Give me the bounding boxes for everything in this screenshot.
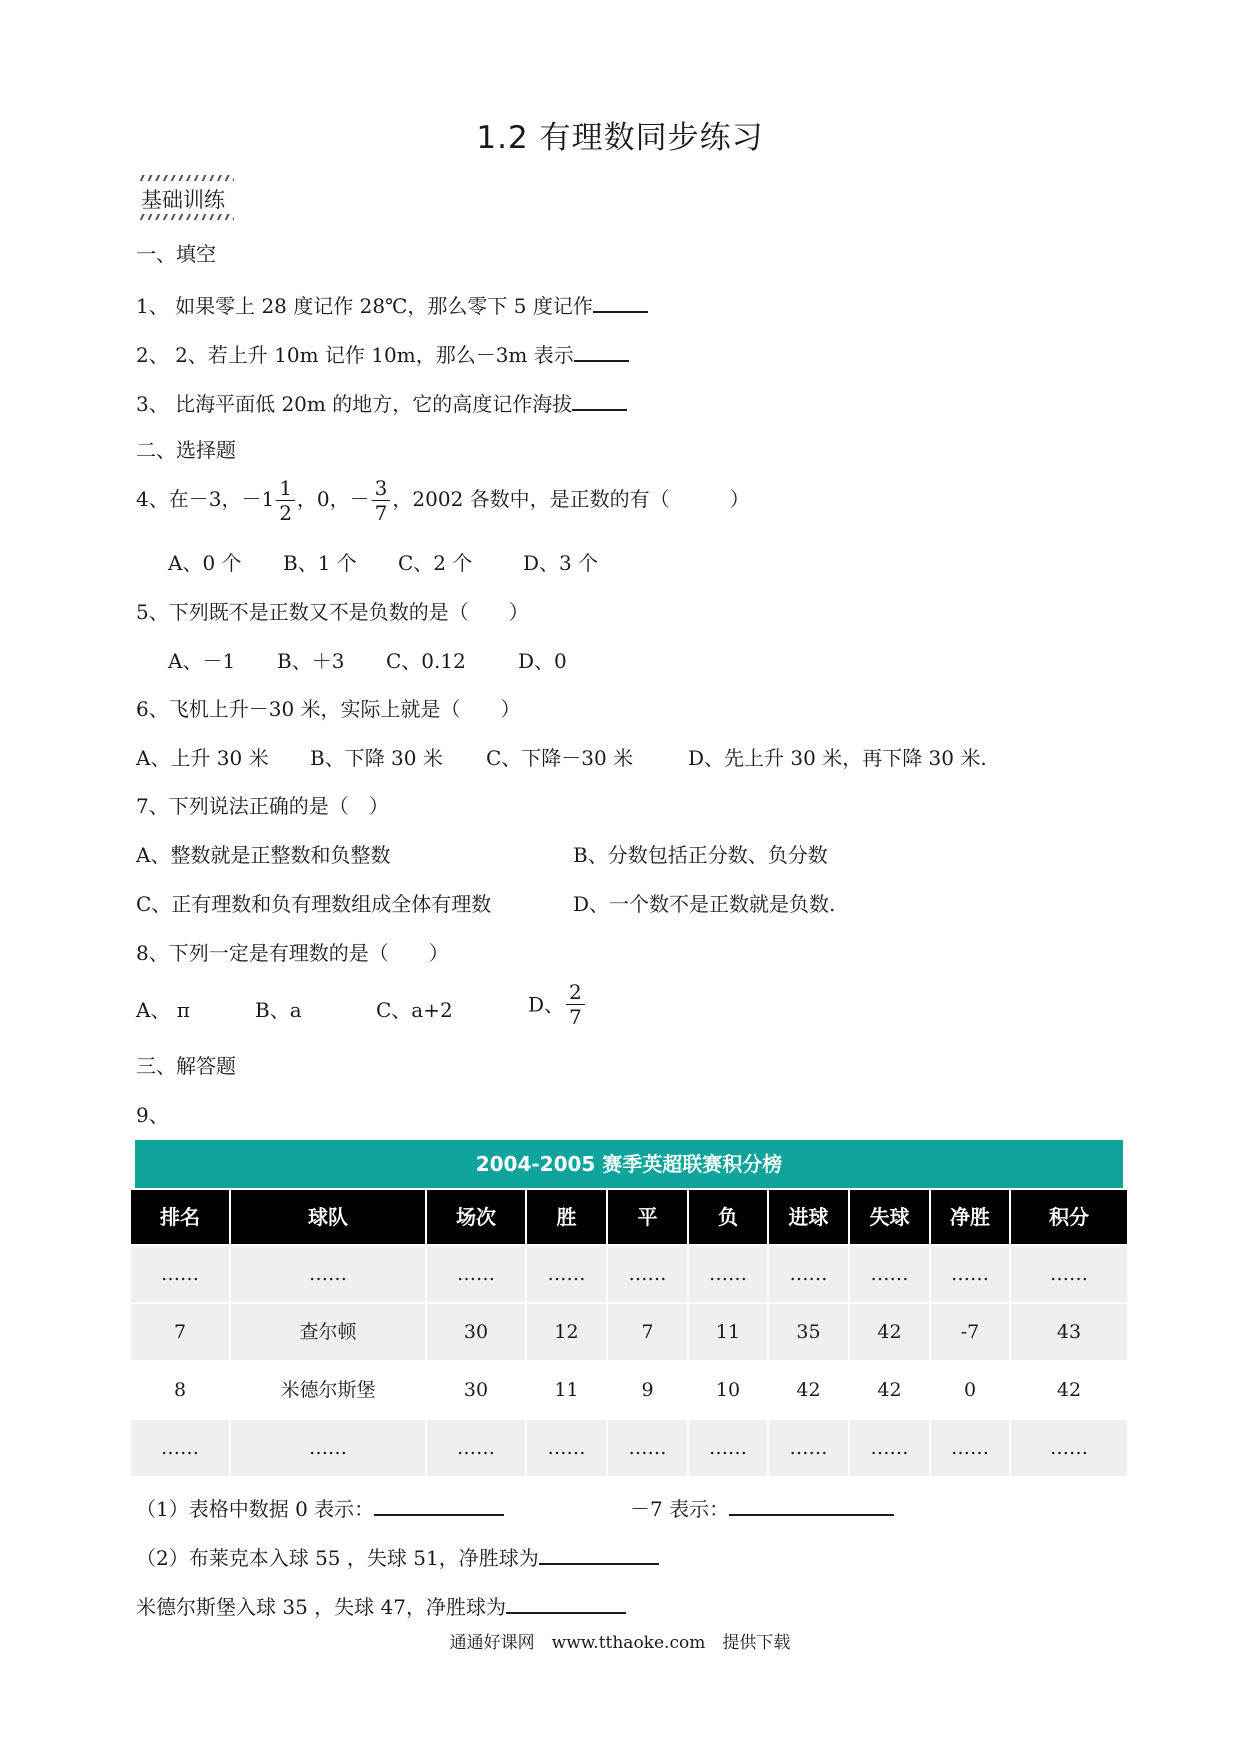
table-cell: -7 [931,1304,1011,1360]
table-cell: …… [608,1420,689,1476]
table-cell: …… [131,1246,231,1302]
table-cell: …… [1011,1420,1127,1476]
table-cell: …… [131,1420,231,1476]
q6-option-c[interactable]: C、下降－30 米 [486,746,634,770]
badge-label: 基础训练 [141,188,225,212]
header-won: 胜 [527,1190,608,1244]
table-cell: 35 [769,1304,850,1360]
question-6: 6、飞机上升－30 米，实际上就是（ ） [136,697,521,721]
fraction-three-sevenths [372,476,391,525]
table-cell: …… [689,1246,769,1302]
table-row [131,1420,1127,1476]
q6-option-b[interactable]: B、下降 30 米 [310,746,443,770]
table-cell: …… [850,1246,931,1302]
q5-option-d[interactable]: D、0 [518,649,567,673]
header-drawn: 平 [608,1190,689,1244]
table-cell: …… [769,1246,850,1302]
section-fill-heading: 一、填空 [136,242,216,266]
sub-question-1b: －7 表示： [630,1492,894,1523]
table-cell: …… [931,1420,1011,1476]
table-row [131,1304,1127,1360]
question-2 [136,338,629,369]
header-goals-for: 进球 [769,1190,850,1244]
table-cell: …… [850,1420,931,1476]
q7-option-a[interactable]: A、整数就是正整数和负整数 [136,843,391,867]
section-choice-heading: 二、选择题 [136,438,236,462]
header-goal-diff: 净胜 [931,1190,1011,1244]
question-4 [136,476,750,525]
badge-top-hatch [137,175,234,181]
header-lost: 负 [689,1190,769,1244]
league-table-title: 2004-2005 赛季英超联赛积分榜 [135,1140,1123,1188]
answer-blank-blackburn[interactable] [539,1541,659,1565]
sub-question-2a: （2）布莱克本入球 55 ，失球 51，净胜球为 [136,1541,659,1572]
question-5: 5、下列既不是正数又不是负数的是（ ） [136,600,529,624]
q4-option-c[interactable]: C、2 个 [398,551,473,575]
table-cell: 30 [427,1362,527,1418]
q4-option-a[interactable]: A、0 个 [168,551,242,575]
table-cell: …… [527,1420,608,1476]
q4-option-d[interactable]: D、3 个 [523,551,599,575]
table-cell: 10 [689,1362,769,1418]
table-cell: …… [231,1246,427,1302]
table-row [131,1362,1127,1418]
question-8: 8、下列一定是有理数的是（ ） [136,941,449,965]
league-table-header [131,1190,1127,1244]
header-played: 场次 [427,1190,527,1244]
answer-blank-2[interactable] [574,338,629,362]
sub-question-2b: 米德尔斯堡入球 35 ，失球 47，净胜球为 [136,1590,626,1621]
table-cell: 42 [850,1304,931,1360]
table-cell: 7 [608,1304,689,1360]
table-row [131,1246,1127,1302]
table-cell: …… [1011,1246,1127,1302]
table-cell: 12 [527,1304,608,1360]
q8-option-c[interactable]: C、a+2 [376,998,453,1022]
question-7: 7、下列说法正确的是（ ） [136,794,389,818]
table-cell: …… [427,1420,527,1476]
question-2-text: 2、 2、若上升 10m 记作 10m，那么－3m 表示 [136,343,574,367]
q8-option-d[interactable]: D、 $\frac{2}{7}$ [528,980,587,1029]
q6-option-a[interactable]: A、上升 30 米 [136,746,269,770]
q4-option-b[interactable]: B、1 个 [283,551,357,575]
fraction-numerator: 1 [276,476,295,501]
fraction-numerator: 2 [566,980,585,1005]
q7-option-b[interactable]: B、分数包括正分数、负分数 [573,843,828,867]
q7-option-d[interactable]: D、一个数不是正数就是负数. [573,892,836,916]
table-cell: …… [427,1246,527,1302]
table-cell: 11 [527,1362,608,1418]
table-cell: 查尔顿 [231,1304,427,1360]
question-4-prefix: 4、在－3，－1 [136,487,275,511]
section-answer-heading: 三、解答题 [136,1054,236,1078]
table-cell: …… [231,1420,427,1476]
header-goals-against: 失球 [850,1190,931,1244]
table-cell: 9 [608,1362,689,1418]
table-cell: …… [769,1420,850,1476]
table-cell: 30 [427,1304,527,1360]
q8-option-a[interactable]: A、 π [136,998,190,1022]
table-cell: 43 [1011,1304,1127,1360]
table-cell: 0 [931,1362,1011,1418]
badge-bottom-hatch [137,214,234,220]
fraction-numerator: 3 [372,476,391,501]
fraction-one-half [276,476,295,525]
answer-blank-middlesbrough[interactable] [506,1590,626,1614]
header-team: 球队 [231,1190,427,1244]
fraction-two-sevenths [566,980,585,1029]
question-1-text: 1、 如果零上 28 度记作 28℃，那么零下 5 度记作 [136,294,593,318]
answer-blank-1[interactable] [593,289,648,313]
table-cell: 11 [689,1304,769,1360]
section-badge [137,175,234,220]
question-9-label: 9、 [136,1103,169,1127]
question-4-suffix: ，2002 各数中，是正数的有（ ） [392,487,750,511]
page-footer: 通通好课网 www.tthaoke.com 提供下载 [449,1633,791,1653]
fraction-denominator: 2 [279,501,292,525]
header-points: 积分 [1011,1190,1127,1244]
q6-option-d[interactable]: D、先上升 30 米，再下降 30 米. [688,746,987,770]
table-cell: …… [608,1246,689,1302]
answer-blank-3[interactable] [572,387,627,411]
question-4-mid: ，0，－ [296,487,370,511]
fraction-denominator: 7 [569,1005,582,1029]
q7-option-c[interactable]: C、正有理数和负有理数组成全体有理数 [136,892,492,916]
table-cell: 42 [1011,1362,1127,1418]
table-cell: 42 [769,1362,850,1418]
table-cell: …… [931,1246,1011,1302]
question-3 [136,387,627,418]
table-cell: 8 [131,1362,231,1418]
table-cell: …… [527,1246,608,1302]
table-cell: 7 [131,1304,231,1360]
question-1 [136,289,648,320]
table-cell: 42 [850,1362,931,1418]
fraction-denominator: 7 [374,501,388,525]
q5-option-a[interactable]: A、－1 [168,649,236,673]
sub-question-1a: （1）表格中数据 0 表示： [136,1492,504,1523]
header-rank: 排名 [131,1190,231,1244]
q5-option-b[interactable]: B、＋3 [277,649,345,673]
answer-blank-minus-seven-meaning[interactable] [729,1492,894,1516]
question-3-text: 3、 比海平面低 20m 的地方，它的高度记作海拔 [136,392,573,416]
answer-blank-zero-meaning[interactable] [374,1492,504,1516]
q5-option-c[interactable]: C、0.12 [386,649,466,673]
table-cell: 米德尔斯堡 [231,1362,427,1418]
q8-option-b[interactable]: B、a [255,998,302,1022]
table-cell: …… [689,1420,769,1476]
page-title: 1.2 有理数同步练习 [476,120,764,156]
